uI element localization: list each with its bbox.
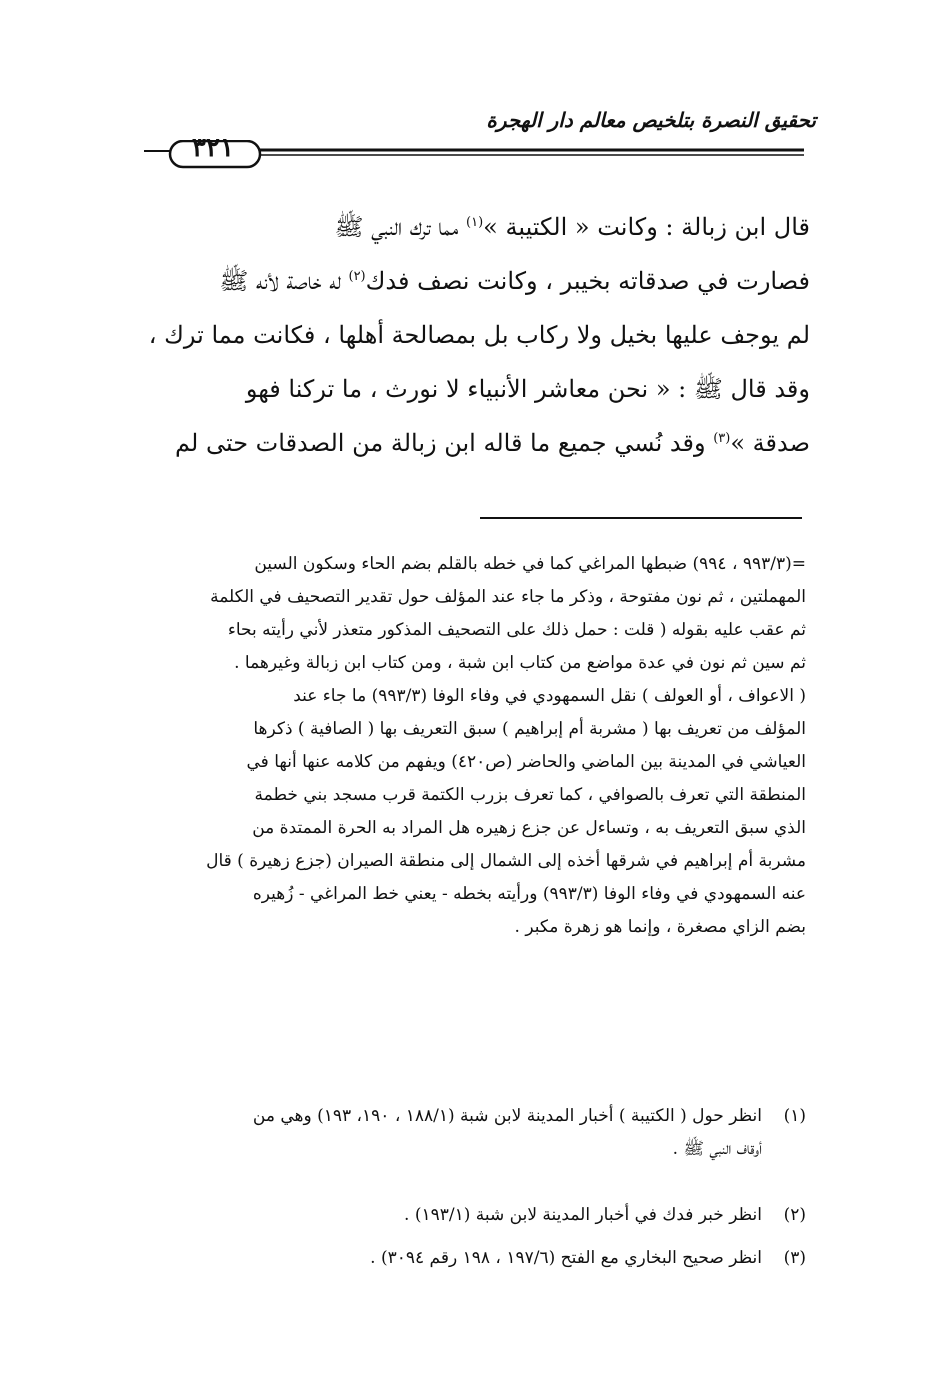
note-line: ثم سين ثم نون في عدة مواضع من كتاب ابن شبة ، ومن كتاب ابن زبالة وغيرهما . bbox=[234, 653, 806, 673]
continued-notes bbox=[116, 548, 806, 944]
main-line: فصارت في صدقاته بخيبر ، وكانت نصف فدك$^{(٢)}$ له خاصة لأنه ﷺ bbox=[219, 267, 810, 295]
footnote-text: انظر خبر فدك في أخبار المدينة لابن شبة (١٩٣/١) . bbox=[404, 1205, 762, 1225]
footnote-continuation: أوقاف النبي ﷺ . bbox=[672, 1139, 762, 1159]
footnote-number: (١) bbox=[783, 1106, 806, 1126]
footnote-ref: (١) bbox=[466, 215, 484, 230]
note-line: العياشي في المدينة بين الماضي والحاضر (ص٤٢٠) ويفهم من كلامه عنها أنها في bbox=[246, 752, 806, 772]
note-line: عنه السمهودي في وفاء الوفا (٩٩٣/٣) ورأيته بخطه - يعني خط المراغي - زُهيره bbox=[252, 884, 806, 904]
footnote-number: (٢) bbox=[783, 1205, 806, 1225]
main-line: لم يوجف عليها بخيل ولا ركاب بل بمصالحة أهلها ، فكانت مما ترك ، bbox=[148, 321, 810, 349]
footnote-separator bbox=[480, 517, 802, 519]
footnote-3 bbox=[116, 1242, 806, 1275]
main-line: صدقة »$^{(٣)}$ وقد نُسي جميع ما قاله ابن زبالة من الصدقات حتى لم bbox=[175, 429, 810, 457]
note-line: مشربة أم إبراهيم في شرقها أخذه إلى الشمال إلى منطقة الصيران (جزع زهيرة ) قال bbox=[206, 851, 806, 871]
footnote-number: (٣) bbox=[783, 1248, 806, 1268]
note-line: المؤلف من تعريف بها ( مشربة أم إبراهيم ) سبق التعريف بها ( الصافية ) ذكرها bbox=[253, 719, 806, 739]
footnote-1 bbox=[116, 1100, 806, 1166]
note-line: =(٩٩٣/٣ ، ٩٩٤) ضبطها المراغي كما في خطه بالقلم بضم الحاء وسكون السين bbox=[254, 554, 806, 574]
note-line: الذي سبق التعريف به ، وتساءل عن جزع زهيره هل المراد به الحرة الممتدة من bbox=[252, 818, 806, 838]
note-line: بضم الزاي مصغرة ، وإنما هو زهرة مكبر . bbox=[514, 917, 806, 937]
main-line: وقد قال ﷺ : « نحن معاشر الأنبياء لا نورث ، ما تركنا فهو bbox=[245, 375, 810, 403]
note-line: المهملتين ، ثم نون مفتوحة ، وذكر ما جاء عند المؤلف حول تقدير التصحيف في الكلمة bbox=[210, 587, 806, 607]
page-number: ٣٢١ bbox=[192, 133, 234, 163]
footnote-2 bbox=[116, 1199, 806, 1232]
footnote-ref: (٣) bbox=[713, 431, 731, 446]
running-header-title: تحقيق النصرة بتلخيص معالم دار الهجرة bbox=[486, 108, 816, 132]
main-text bbox=[120, 200, 810, 470]
main-line: قال ابن زبالة : وكانت « الكتيبة »$^{(١)}$ مما ترك النبي ﷺ bbox=[334, 213, 810, 241]
footnote-ref: (٢) bbox=[348, 269, 366, 284]
note-line: ثم عقب عليه بقوله ( قلت : حمل ذلك على التصحيف المذكور متعذر لأني رأيته بحاء bbox=[227, 620, 806, 640]
footnote-text: انظر حول ( الكتيبة ) أخبار المدينة لابن شبة (١٨٨/١ ، ١٩٠، ١٩٣) وهي من bbox=[252, 1106, 762, 1126]
note-line: ( الاعواف ، أو العولف ) نقل السمهودي في وفاء الوفا (٩٩٣/٣) ما جاء عند bbox=[293, 686, 806, 706]
note-line: المنطقة التي تعرف بالصوافي ، كما تعرف بزرب الكتمة قرب مسجد بني خطمة bbox=[254, 785, 806, 805]
footnote-text: انظر صحيح البخاري مع الفتح (١٩٧/٦ ، ١٩٨ رقم ٣٠٩٤) . bbox=[370, 1248, 762, 1268]
